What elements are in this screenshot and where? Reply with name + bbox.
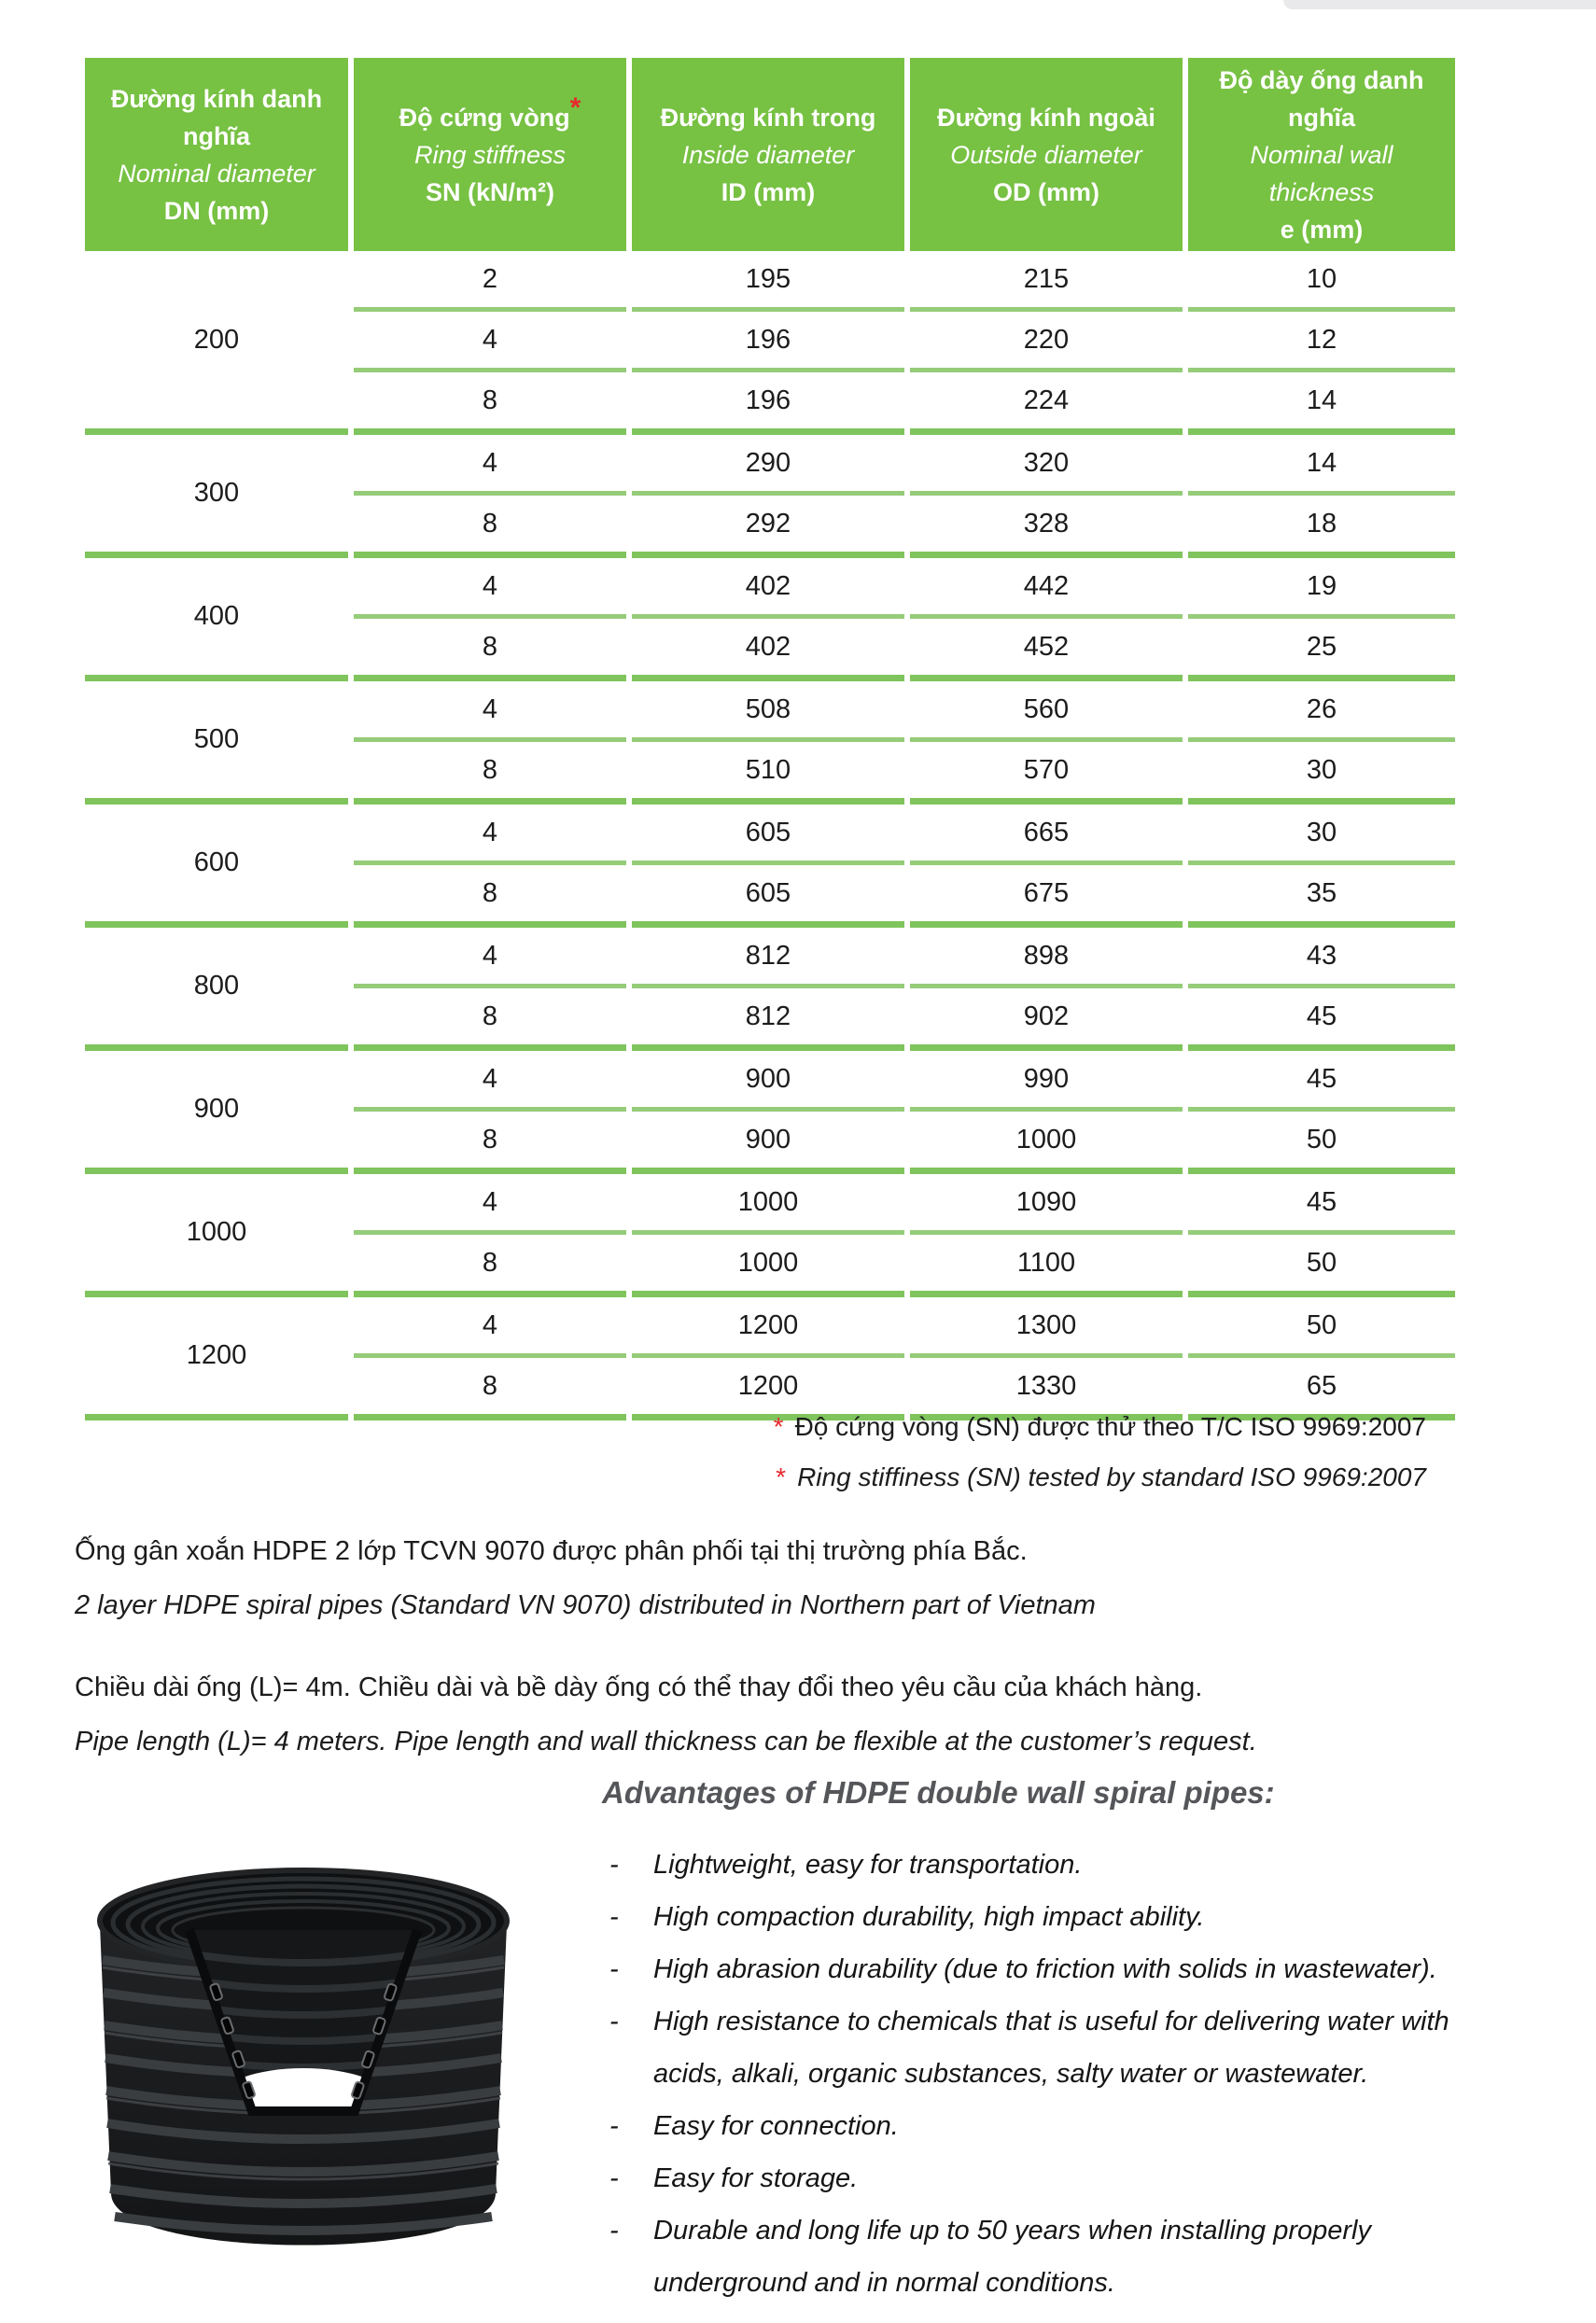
advantage-text: High abrasion durability (due to friction with solids in wastewater). (653, 1954, 1437, 1984)
footnote-text: Độ cứng vòng (SN) được thử theo T/C ISO 9969:2007 (794, 1412, 1426, 1441)
od-cell: 1300 (910, 1297, 1183, 1358)
od-cell: 442 (910, 558, 1183, 619)
footnotes (774, 1411, 1426, 1512)
dn-cell: 300 (85, 435, 348, 558)
advantage-text: Durable and long life up to 50 years when installing properly underground and in normal conditions. (653, 2216, 1371, 2298)
od-cell: 990 (910, 1051, 1183, 1112)
advantage-item (602, 2152, 1484, 2204)
id-cell: 195 (632, 251, 904, 312)
e-cell: 18 (1188, 496, 1455, 558)
distribution-note-vi: Ống gân xoắn HDPE 2 lớp TCVN 9070 được phân phối tại thị trường phía Bắc. (75, 1536, 1028, 1566)
e-cell: 26 (1188, 681, 1455, 742)
header-wall-thickness (1188, 58, 1455, 251)
e-cell: 14 (1188, 372, 1455, 435)
e-cell: 30 (1188, 742, 1455, 805)
id-cell: 508 (632, 681, 904, 742)
bullet-dash: - (609, 2163, 619, 2193)
bullet-dash: - (609, 1850, 619, 1880)
advantages-title: Advantages of HDPE double wall spiral pipes: (602, 1775, 1275, 1810)
id-cell: 196 (632, 372, 904, 435)
header-vi-text: Độ dày ống danh nghĩa (1219, 65, 1424, 132)
header-unit-text: e (mm) (1280, 215, 1364, 244)
e-cell: 10 (1188, 251, 1455, 312)
od-cell: 1330 (910, 1358, 1183, 1420)
od-cell: 328 (910, 496, 1183, 558)
sn-cell: 4 (354, 1297, 626, 1358)
id-cell: 605 (632, 805, 904, 865)
bullet-dash: - (609, 2216, 619, 2246)
advantages-list (602, 1839, 1484, 2309)
header-en-text: Outside diameter (950, 140, 1142, 169)
header-en-text: Ring stiffness (413, 140, 567, 169)
sn-cell: 2 (354, 251, 626, 312)
footnote-text: Ring stiffiness (SN) tested by standard ISO 9969:2007 (797, 1462, 1426, 1491)
id-cell: 812 (632, 988, 904, 1051)
e-cell: 35 (1188, 865, 1455, 928)
e-cell: 50 (1188, 1112, 1455, 1174)
header-outside-diameter (910, 58, 1183, 251)
id-cell: 292 (632, 496, 904, 558)
od-cell: 570 (910, 742, 1183, 805)
pipe-length-note-vi: Chiều dài ống (L)= 4m. Chiều dài và bề dày ống có thể thay đổi theo yêu cầu của khách hàng. (75, 1672, 1203, 1702)
table-row (85, 1297, 1455, 1358)
table-row (85, 681, 1455, 742)
pipe-spec-table (79, 58, 1461, 1420)
sn-cell: 8 (354, 372, 626, 435)
e-cell: 43 (1188, 928, 1455, 988)
cutoff-ui-element (1283, 0, 1596, 9)
table-row (85, 1174, 1455, 1235)
header-en-text: Nominal diameter (118, 159, 315, 188)
advantage-text: High resistance to chemicals that is useful for delivering water with acids, alkali, organic substances, salty water or wastewater. (653, 2007, 1449, 2089)
header-vi-text: Đường kính trong (660, 103, 876, 132)
sn-cell: 8 (354, 619, 626, 681)
sn-cell: 8 (354, 496, 626, 558)
id-cell: 1000 (632, 1235, 904, 1297)
advantage-item (602, 1891, 1484, 1943)
sn-cell: 8 (354, 1358, 626, 1420)
id-cell: 1200 (632, 1358, 904, 1420)
dn-cell: 1200 (85, 1297, 348, 1420)
advantage-text: Easy for connection. (653, 2111, 899, 2141)
pipe-photo (79, 1820, 527, 2291)
dn-cell: 600 (85, 805, 348, 928)
od-cell: 215 (910, 251, 1183, 312)
id-cell: 900 (632, 1112, 904, 1174)
id-cell: 812 (632, 928, 904, 988)
header-inside-diameter (632, 58, 904, 251)
od-cell: 224 (910, 372, 1183, 435)
advantage-text: High compaction durability, high impact ability. (653, 1902, 1205, 1932)
od-cell: 320 (910, 435, 1183, 496)
id-cell: 290 (632, 435, 904, 496)
dn-cell: 800 (85, 928, 348, 1051)
id-cell: 402 (632, 619, 904, 681)
sn-cell: 8 (354, 742, 626, 805)
id-cell: 900 (632, 1051, 904, 1112)
pipe-length-note-en: Pipe length (L)= 4 meters. Pipe length and wall thickness can be flexible at the customer’s request. (75, 1727, 1257, 1756)
footnote-vi (774, 1411, 1426, 1442)
sn-cell: 4 (354, 681, 626, 742)
e-cell: 25 (1188, 619, 1455, 681)
sn-cell: 8 (354, 988, 626, 1051)
od-cell: 1000 (910, 1112, 1183, 1174)
advantage-item (602, 1943, 1484, 1995)
table-row (85, 805, 1455, 865)
footnote-en (774, 1462, 1426, 1492)
header-unit-text: SN (kN/m²) (425, 177, 554, 206)
od-cell: 898 (910, 928, 1183, 988)
e-cell: 12 (1188, 312, 1455, 372)
e-cell: 14 (1188, 435, 1455, 496)
table-row (85, 435, 1455, 496)
dn-cell: 400 (85, 558, 348, 681)
header-nominal-diameter (85, 58, 348, 251)
sn-cell: 4 (354, 805, 626, 865)
footnote-asterisk: * (776, 1462, 787, 1491)
header-ring-stiffness (354, 58, 626, 251)
footnote-asterisk: * (773, 1412, 784, 1441)
advantage-item (602, 2204, 1484, 2309)
od-cell: 665 (910, 805, 1183, 865)
e-cell: 65 (1188, 1358, 1455, 1420)
table-row (85, 928, 1455, 988)
od-cell: 220 (910, 312, 1183, 372)
id-cell: 196 (632, 312, 904, 372)
advantage-item (602, 1995, 1484, 2100)
header-en-text: Nominal wall thickness (1250, 140, 1393, 206)
header-vi-text: Độ cứng vòng* (399, 91, 581, 132)
od-cell: 1100 (910, 1235, 1183, 1297)
od-cell: 560 (910, 681, 1183, 742)
sn-cell: 8 (354, 1235, 626, 1297)
advantage-text: Lightweight, easy for transportation. (653, 1850, 1083, 1880)
e-cell: 45 (1188, 1174, 1455, 1235)
od-cell: 1090 (910, 1174, 1183, 1235)
bullet-dash: - (609, 1902, 619, 1932)
id-cell: 1000 (632, 1174, 904, 1235)
e-cell: 45 (1188, 988, 1455, 1051)
bullet-dash: - (609, 2007, 619, 2036)
advantage-text: Easy for storage. (653, 2163, 859, 2193)
sn-cell: 4 (354, 435, 626, 496)
id-cell: 605 (632, 865, 904, 928)
advantage-item (602, 1839, 1484, 1891)
bullet-dash: - (609, 1954, 619, 1984)
dn-cell: 1000 (85, 1174, 348, 1297)
od-cell: 675 (910, 865, 1183, 928)
header-vi-text: Đường kính ngoài (937, 103, 1155, 132)
e-cell: 45 (1188, 1051, 1455, 1112)
dn-cell: 900 (85, 1051, 348, 1174)
table-row (85, 251, 1455, 312)
dn-cell: 200 (85, 251, 348, 435)
header-en-text: Inside diameter (681, 140, 855, 169)
sn-cell: 4 (354, 558, 626, 619)
od-cell: 902 (910, 988, 1183, 1051)
header-vi-text: Đường kính danh nghĩa (110, 84, 323, 150)
header-unit-text: ID (mm) (721, 177, 816, 206)
advantages-section (602, 1775, 1484, 2309)
sn-cell: 4 (354, 928, 626, 988)
e-cell: 50 (1188, 1297, 1455, 1358)
bullet-dash: - (609, 2111, 619, 2141)
sn-cell: 8 (354, 865, 626, 928)
id-cell: 1200 (632, 1297, 904, 1358)
header-unit-text: OD (mm) (993, 177, 1099, 206)
table-row (85, 558, 1455, 619)
e-cell: 19 (1188, 558, 1455, 619)
advantage-item (602, 2100, 1484, 2152)
sn-cell: 4 (354, 1174, 626, 1235)
e-cell: 30 (1188, 805, 1455, 865)
ring-stiffness-asterisk: * (569, 91, 581, 123)
dn-cell: 500 (85, 681, 348, 805)
table-row (85, 1051, 1455, 1112)
id-cell: 402 (632, 558, 904, 619)
description-paragraphs (75, 1532, 1512, 1777)
table-header-row (85, 58, 1455, 251)
sn-cell: 4 (354, 312, 626, 372)
od-cell: 452 (910, 619, 1183, 681)
distribution-note-en: 2 layer HDPE spiral pipes (Standard VN 9070) distributed in Northern part of Vietnam (75, 1590, 1096, 1620)
header-unit-text: DN (mm) (163, 196, 270, 225)
sn-cell: 4 (354, 1051, 626, 1112)
sn-cell: 8 (354, 1112, 626, 1174)
spec-table-body (85, 251, 1455, 1420)
e-cell: 50 (1188, 1235, 1455, 1297)
id-cell: 510 (632, 742, 904, 805)
